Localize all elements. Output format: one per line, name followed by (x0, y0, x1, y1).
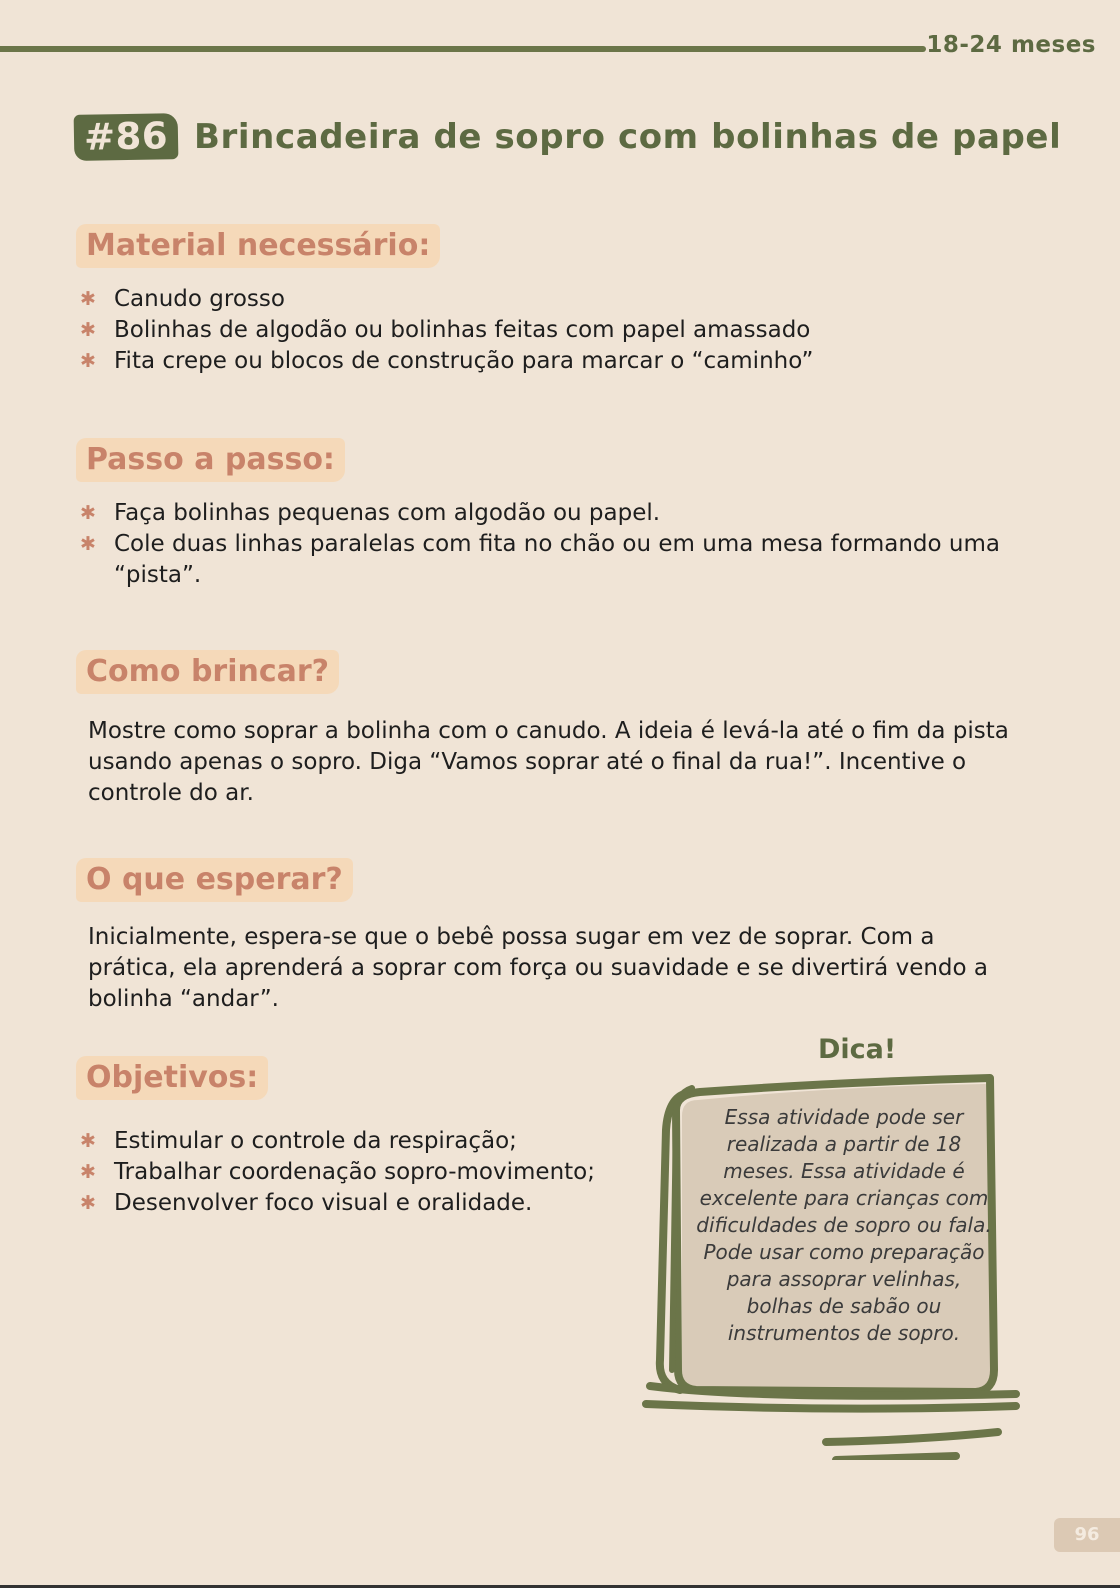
asterisk-star-icon: ✱ (80, 1192, 96, 1214)
expectations-heading: O que esperar? (76, 858, 353, 902)
asterisk-star-icon: ✱ (80, 288, 96, 310)
activity-title: Brincadeira de sopro com bolinhas de papel (194, 117, 1062, 157)
objectives-heading: Objetivos: (76, 1056, 268, 1100)
tip-heading: Dica! (818, 1034, 897, 1065)
asterisk-star-icon: ✱ (80, 350, 96, 372)
tip-text: Essa atividade pode ser realizada a partir de 18 meses. Essa atividade é excelente para crianças com dificuldades de sopro ou fala. Pode usar como preparação para assoprar velinhas, bolhas de sabão ou instrumentos de sopro. (696, 1105, 992, 1345)
age-range-label: 18-24 meses (926, 32, 1096, 58)
list-item: ✱ Trabalhar coordenação sopro-movimento; (80, 1157, 595, 1188)
material-list (80, 284, 813, 377)
how-to-play-heading: Como brincar? (76, 650, 339, 694)
asterisk-star-icon: ✱ (80, 1130, 96, 1152)
asterisk-star-icon: ✱ (80, 502, 96, 524)
list-item: ✱ Canudo grosso (80, 284, 813, 315)
asterisk-star-icon: ✱ (80, 319, 96, 341)
expectations-text: Inicialmente, espera-se que o bebê possa sugar em vez de soprar. Com a prática, ela aprenderá a soprar com força ou suavidade e se divertirá vendo a bolinha “andar”. (88, 924, 988, 1012)
list-item: ✱ Cole duas linhas paralelas com fita no chão ou em uma mesa formando uma “pista”. (80, 531, 1000, 588)
how-to-play-text: Mostre como soprar a bolinha com o canudo. A ideia é levá-la até o fim da pista usando apenas o sopro. Diga “Vamos soprar até o final da rua!”. Incentive o controle do ar. (88, 718, 1009, 806)
steps-heading: Passo a passo: (76, 438, 345, 482)
objectives-list (80, 1126, 595, 1219)
list-item: ✱ Estimular o controle da respiração; (80, 1126, 595, 1157)
header-rule (0, 46, 926, 52)
material-heading: Material necessário: (76, 224, 440, 268)
asterisk-star-icon: ✱ (80, 533, 96, 555)
list-item: ✱ Faça bolinhas pequenas com algodão ou papel. (80, 498, 1020, 529)
activity-title-row (74, 114, 1061, 160)
activity-number-badge: #86 (74, 113, 179, 161)
list-item: ✱ Fita crepe ou blocos de construção para marcar o “caminho” (80, 346, 813, 377)
page-number: 96 (1054, 1518, 1120, 1552)
steps-list (80, 498, 1020, 591)
list-item: ✱ Bolinhas de algodão ou bolinhas feitas com papel amassado (80, 315, 813, 346)
asterisk-star-icon: ✱ (80, 1161, 96, 1183)
list-item: ✱ Desenvolver foco visual e oralidade. (80, 1188, 595, 1219)
